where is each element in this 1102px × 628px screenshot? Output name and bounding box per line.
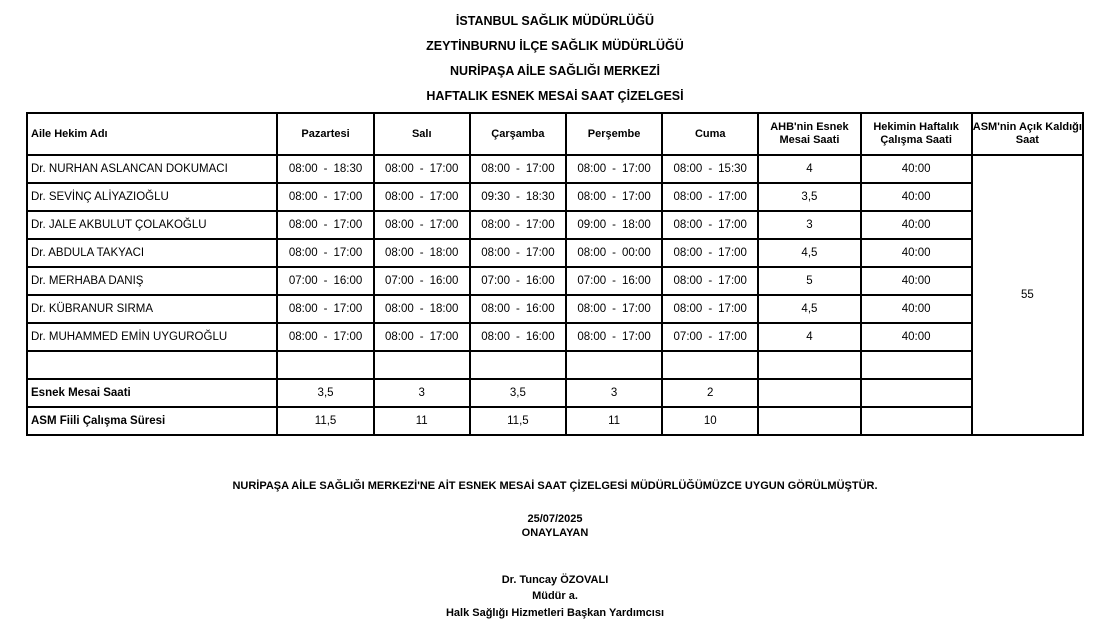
empty-cell <box>374 351 470 379</box>
summary-value: 3,5 <box>277 379 373 407</box>
start-time: 08:00 <box>385 331 414 343</box>
range-dash: - <box>419 219 424 231</box>
work-hours-cell <box>277 183 373 211</box>
work-hours-cell <box>374 267 470 295</box>
flex-hours: 3,5 <box>758 183 860 211</box>
empty-cell <box>861 407 972 435</box>
approval-label: ONAYLAYAN <box>521 527 589 539</box>
summary-row <box>27 407 1083 435</box>
signatory-name: Dr. Tuncay ÖZOVALI <box>501 574 609 586</box>
weekly-hours: 40:00 <box>861 267 972 295</box>
work-hours-cell <box>662 267 758 295</box>
work-hours-cell <box>374 239 470 267</box>
end-time: 16:00 <box>333 275 363 287</box>
flex-hours: 4,5 <box>758 239 860 267</box>
empty-cell <box>566 351 662 379</box>
range-dash: - <box>323 191 328 203</box>
summary-value: 3 <box>566 379 662 407</box>
weekly-hours: 40:00 <box>861 211 972 239</box>
start-time: 07:00 <box>481 275 510 287</box>
header-line-3: NURİPAŞA AİLE SAĞLIĞI MERKEZİ <box>450 64 660 78</box>
end-time: 16:00 <box>525 331 555 343</box>
summary-label: ASM Fiili Çalışma Süresi <box>27 407 277 435</box>
flex-hours: 4 <box>758 323 860 351</box>
end-time: 17:00 <box>621 331 651 343</box>
schedule-table <box>26 112 1084 436</box>
start-time: 08:00 <box>288 219 318 231</box>
approval-date: 25/07/2025 <box>527 513 583 525</box>
end-time: 17:00 <box>525 219 555 231</box>
range-dash: - <box>515 191 520 203</box>
range-dash: - <box>708 247 713 259</box>
range-dash: - <box>708 275 713 287</box>
end-time: 18:00 <box>429 247 459 259</box>
start-time: 08:00 <box>577 303 607 315</box>
physician-name: Dr. NURHAN ASLANCAN DOKUMACI <box>27 155 277 183</box>
end-time: 17:00 <box>525 163 555 175</box>
start-time: 08:00 <box>673 191 703 203</box>
work-hours-cell <box>470 239 566 267</box>
end-time: 17:00 <box>718 219 747 231</box>
approval-statement: NURİPAŞA AİLE SAĞLIĞI MERKEZİ'NE AİT ESNEK MESAİ SAAT ÇİZELGESİ MÜDÜRLÜĞÜMÜZCE UYGUN GÖRÜLMÜŞTÜR. <box>232 480 878 492</box>
physician-name: Dr. MUHAMMED EMİN UYGUROĞLU <box>27 323 277 351</box>
empty-cell <box>758 407 860 435</box>
end-time: 16:00 <box>429 275 459 287</box>
start-time: 08:00 <box>673 163 703 175</box>
range-dash: - <box>612 303 616 315</box>
physician-name: Dr. JALE AKBULUT ÇOLAKOĞLU <box>27 211 277 239</box>
range-dash: - <box>419 331 424 343</box>
summary-label: Esnek Mesai Saati <box>27 379 277 407</box>
empty-cell <box>861 351 972 379</box>
physician-name: Dr. KÜBRANUR SIRMA <box>27 295 277 323</box>
work-hours-cell <box>277 267 373 295</box>
range-dash: - <box>612 219 616 231</box>
start-time: 07:00 <box>673 331 703 343</box>
end-time: 16:00 <box>525 275 555 287</box>
summary-value: 3,5 <box>470 379 566 407</box>
start-time: 08:00 <box>481 331 510 343</box>
summary-value: 11 <box>374 407 470 435</box>
end-time: 17:00 <box>429 163 459 175</box>
start-time: 08:00 <box>577 163 607 175</box>
work-hours-cell <box>374 211 470 239</box>
end-time: 18:30 <box>525 191 555 203</box>
end-time: 17:00 <box>621 303 651 315</box>
work-hours-cell <box>277 211 373 239</box>
end-time: 17:00 <box>333 247 363 259</box>
flex-hours: 3 <box>758 211 860 239</box>
signatory-role: Müdür a. <box>532 590 578 602</box>
start-time: 08:00 <box>481 247 510 259</box>
work-hours-cell <box>470 183 566 211</box>
end-time: 16:00 <box>621 275 651 287</box>
end-time: 16:00 <box>525 303 555 315</box>
work-hours-cell <box>470 267 566 295</box>
empty-cell <box>277 351 373 379</box>
range-dash: - <box>612 191 616 203</box>
start-time: 08:00 <box>385 163 414 175</box>
table-row <box>27 183 1083 211</box>
summary-value: 11,5 <box>470 407 566 435</box>
empty-cell <box>470 351 566 379</box>
table-row <box>27 295 1083 323</box>
range-dash: - <box>708 303 713 315</box>
summary-value: 11,5 <box>277 407 373 435</box>
summary-value: 10 <box>662 407 758 435</box>
end-time: 17:00 <box>333 303 363 315</box>
end-time: 18:00 <box>621 219 651 231</box>
range-dash: - <box>708 331 713 343</box>
range-dash: - <box>515 163 520 175</box>
table-header-row <box>27 113 1083 155</box>
signatory-title: Halk Sağlığı Hizmetleri Başkan Yardımcısı <box>445 607 665 619</box>
end-time: 17:00 <box>718 247 747 259</box>
start-time: 08:00 <box>385 219 414 231</box>
start-time: 08:00 <box>673 275 703 287</box>
physician-name: Dr. MERHABA DANIŞ <box>27 267 277 295</box>
work-hours-cell <box>662 239 758 267</box>
work-hours-cell <box>277 295 373 323</box>
summary-row <box>27 379 1083 407</box>
start-time: 08:00 <box>385 191 414 203</box>
end-time: 17:00 <box>718 275 747 287</box>
range-dash: - <box>515 219 520 231</box>
start-time: 08:00 <box>288 191 318 203</box>
range-dash: - <box>419 247 424 259</box>
end-time: 15:30 <box>718 163 747 175</box>
summary-value: 11 <box>566 407 662 435</box>
empty-cell <box>861 379 972 407</box>
flex-hours: 5 <box>758 267 860 295</box>
weekly-hours: 40:00 <box>861 295 972 323</box>
end-time: 17:00 <box>429 191 459 203</box>
range-dash: - <box>419 191 424 203</box>
range-dash: - <box>419 303 424 315</box>
end-time: 17:00 <box>718 191 747 203</box>
work-hours-cell <box>470 295 566 323</box>
work-hours-cell <box>566 323 662 351</box>
start-time: 08:00 <box>577 331 607 343</box>
end-time: 17:00 <box>718 303 747 315</box>
column-header: Aile Hekim Adı <box>27 113 277 155</box>
end-time: 17:00 <box>429 219 459 231</box>
work-hours-cell <box>662 183 758 211</box>
work-hours-cell <box>662 295 758 323</box>
weekly-hours: 40:00 <box>861 323 972 351</box>
work-hours-cell <box>566 239 662 267</box>
work-hours-cell <box>374 155 470 183</box>
end-time: 17:00 <box>525 247 555 259</box>
range-dash: - <box>612 163 616 175</box>
table-row <box>27 155 1083 183</box>
start-time: 07:00 <box>577 275 607 287</box>
table-row <box>27 267 1083 295</box>
start-time: 08:00 <box>673 219 703 231</box>
end-time: 00:00 <box>621 247 651 259</box>
work-hours-cell <box>470 323 566 351</box>
column-header: Çarşamba <box>470 113 566 155</box>
range-dash: - <box>323 163 328 175</box>
summary-value: 2 <box>662 379 758 407</box>
open-hours: 55 <box>972 155 1083 435</box>
work-hours-cell <box>566 155 662 183</box>
work-hours-cell <box>374 323 470 351</box>
work-hours-cell <box>662 155 758 183</box>
start-time: 08:00 <box>673 247 703 259</box>
physician-name: Dr. SEVİNÇ ALİYAZIOĞLU <box>27 183 277 211</box>
table-row <box>27 239 1083 267</box>
column-header: Perşembe <box>566 113 662 155</box>
range-dash: - <box>323 247 328 259</box>
summary-value: 3 <box>374 379 470 407</box>
work-hours-cell <box>277 155 373 183</box>
start-time: 08:00 <box>481 303 510 315</box>
end-time: 17:00 <box>333 331 363 343</box>
column-header: Cuma <box>662 113 758 155</box>
header-line-1: İSTANBUL SAĞLIK MÜDÜRLÜĞÜ <box>455 14 655 28</box>
empty-cell <box>758 351 860 379</box>
column-header: Salı <box>374 113 470 155</box>
start-time: 08:00 <box>481 219 510 231</box>
empty-cell <box>758 379 860 407</box>
start-time: 08:00 <box>577 247 607 259</box>
header-line-2: ZEYTİNBURNU İLÇE SAĞLIK MÜDÜRLÜĞÜ <box>426 39 684 53</box>
end-time: 17:00 <box>333 219 363 231</box>
work-hours-cell <box>566 267 662 295</box>
start-time: 09:00 <box>577 219 607 231</box>
range-dash: - <box>323 331 328 343</box>
weekly-hours: 40:00 <box>861 155 972 183</box>
range-dash: - <box>612 247 616 259</box>
range-dash: - <box>323 303 328 315</box>
start-time: 08:00 <box>673 303 703 315</box>
range-dash: - <box>612 275 616 287</box>
range-dash: - <box>515 247 520 259</box>
start-time: 08:00 <box>288 247 318 259</box>
work-hours-cell <box>277 323 373 351</box>
range-dash: - <box>515 331 520 343</box>
work-hours-cell <box>470 211 566 239</box>
empty-row <box>27 351 1083 379</box>
start-time: 08:00 <box>385 247 414 259</box>
end-time: 18:00 <box>429 303 459 315</box>
work-hours-cell <box>374 183 470 211</box>
weekly-hours: 40:00 <box>861 239 972 267</box>
start-time: 07:00 <box>385 275 414 287</box>
work-hours-cell <box>662 211 758 239</box>
end-time: 18:30 <box>333 163 363 175</box>
range-dash: - <box>419 275 424 287</box>
work-hours-cell <box>566 211 662 239</box>
range-dash: - <box>323 219 328 231</box>
range-dash: - <box>515 275 520 287</box>
end-time: 17:00 <box>621 163 651 175</box>
end-time: 17:00 <box>621 191 651 203</box>
weekly-hours: 40:00 <box>861 183 972 211</box>
column-header: Hekimin Haftalık Çalışma Saati <box>861 113 972 155</box>
start-time: 08:00 <box>288 303 318 315</box>
work-hours-cell <box>566 183 662 211</box>
flex-hours: 4 <box>758 155 860 183</box>
range-dash: - <box>612 331 616 343</box>
end-time: 17:00 <box>718 331 747 343</box>
table-row <box>27 323 1083 351</box>
header-line-4: HAFTALIK ESNEK MESAİ SAAT ÇİZELGESİ <box>426 89 684 103</box>
range-dash: - <box>323 275 328 287</box>
range-dash: - <box>419 163 424 175</box>
work-hours-cell <box>470 155 566 183</box>
column-header: ASM'nin Açık Kaldığı Saat <box>972 113 1083 155</box>
work-hours-cell <box>566 295 662 323</box>
flex-hours: 4,5 <box>758 295 860 323</box>
column-header: AHB'nin Esnek Mesai Saati <box>758 113 860 155</box>
empty-cell <box>662 351 758 379</box>
work-hours-cell <box>662 323 758 351</box>
end-time: 17:00 <box>429 331 459 343</box>
work-hours-cell <box>277 239 373 267</box>
work-hours-cell <box>374 295 470 323</box>
start-time: 07:00 <box>288 275 318 287</box>
column-header: Pazartesi <box>277 113 373 155</box>
start-time: 08:00 <box>288 331 318 343</box>
range-dash: - <box>708 219 713 231</box>
table-row <box>27 211 1083 239</box>
range-dash: - <box>708 163 713 175</box>
range-dash: - <box>708 191 713 203</box>
start-time: 08:00 <box>577 191 607 203</box>
end-time: 17:00 <box>333 191 363 203</box>
empty-cell <box>27 351 277 379</box>
document-header <box>0 9 1102 109</box>
start-time: 09:30 <box>481 191 510 203</box>
start-time: 08:00 <box>481 163 510 175</box>
physician-name: Dr. ABDULA TAKYACI <box>27 239 277 267</box>
range-dash: - <box>515 303 520 315</box>
start-time: 08:00 <box>288 163 318 175</box>
start-time: 08:00 <box>385 303 414 315</box>
